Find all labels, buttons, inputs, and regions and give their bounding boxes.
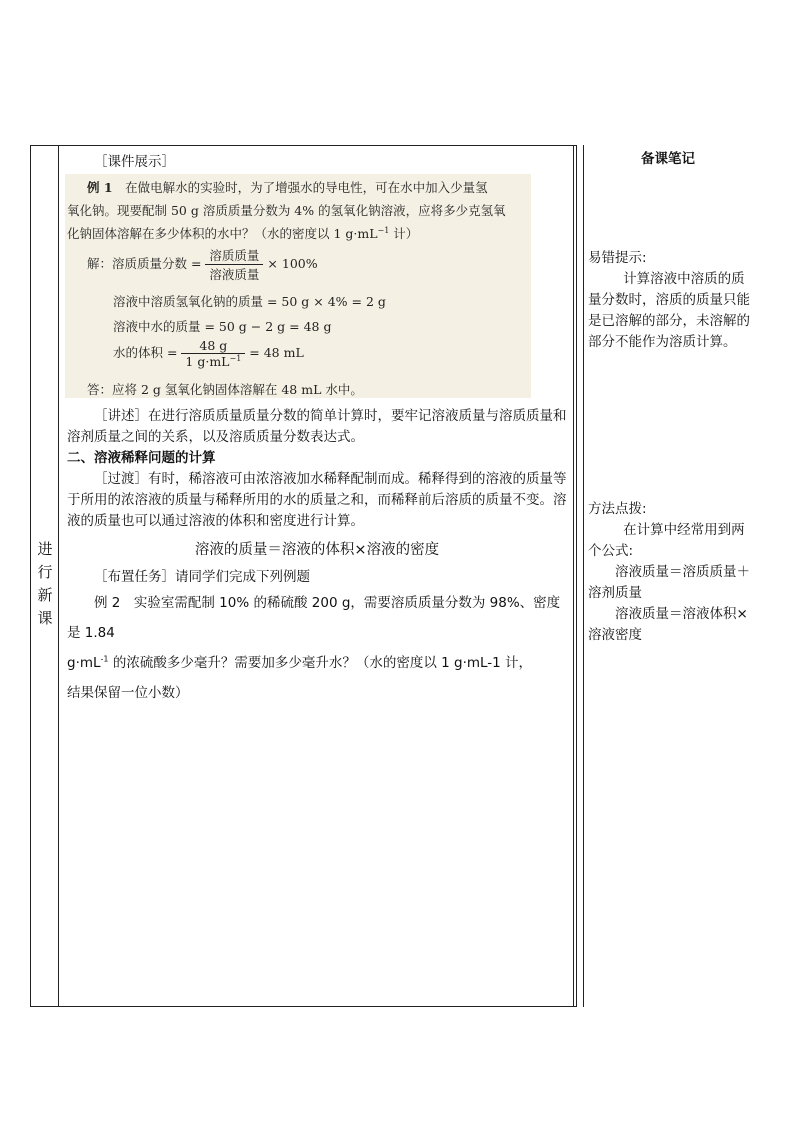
answer-text: 答：应将 2 g 氢氧化钠固体溶解在 48 mL 水中。: [87, 382, 363, 397]
solution-text: 解：溶质质量分数 =: [87, 256, 206, 271]
tip-heading: 易错提示:: [588, 250, 647, 266]
solution-fraction-line: [87, 246, 318, 283]
dilution-formula: 溶液的质量＝溶液的体积×溶液的密度: [194, 542, 440, 558]
section-char: 进: [37, 540, 53, 558]
transition-paragraph: ［过渡］有时，稀溶液可由浓溶液加水稀释配制而成。稀释得到的溶液的质量等于所用的浓溶液的质量与稀释所用的水的质量之和，而稀释前后溶质的质量不变。溶液的质量也可以通过溶液的体积和密度进行计算。: [67, 471, 567, 529]
example-2-text: 的浓硫酸多少毫升？需要加多少毫升水？（水的密度以 1 g·mL-1 计，: [108, 655, 533, 671]
tip-body: 计算溶液中溶质的质量分数时，溶质的质量只能是已溶解的部分，未溶解的部分不能作为溶质计算。: [588, 271, 750, 350]
solution-text: 溶液中水的质量 = 50 g − 2 g = 48 g: [113, 319, 332, 334]
solution-line: [113, 292, 386, 310]
solution-text: × 100%: [267, 256, 318, 271]
lesson-body: [67, 406, 567, 708]
section-heading: 二、溶液稀释问题的计算: [67, 450, 216, 466]
method-heading: 方法点拨:: [588, 501, 647, 517]
example-1-image: [65, 174, 531, 398]
superscript: -1: [100, 654, 109, 664]
example-1-line: [87, 178, 488, 196]
solution-text: 溶液中溶质氢氧化钠的质量 = 50 g × 4% = 2 g: [113, 294, 386, 309]
example-2-text: 例 2 实验室需配制 10% 的稀硫酸 200 g，需要溶质质量分数为 98%、密度是 1.84: [67, 595, 561, 641]
answer-line: [87, 380, 363, 398]
fraction-denominator: [181, 354, 245, 369]
example-1-line: [67, 224, 418, 242]
section-char: 行: [37, 563, 53, 581]
formula-note: 溶液质量＝溶质质量＋溶剂质量: [588, 564, 750, 601]
example-2-line: [67, 588, 567, 648]
example-2-text: g·mL: [67, 655, 101, 671]
solution-text: = 48 mL: [249, 345, 304, 360]
example-1-title: 例 1: [87, 180, 113, 195]
lesson-content: [67, 152, 567, 173]
lesson-table: [30, 145, 577, 1007]
example-1-text: 氧化钠。现要配制 50 g 溶质质量分数为 4% 的氢氧化钠溶液，应将多少克氢氧: [67, 203, 506, 218]
example-2-line: [67, 648, 567, 678]
example-1-text: 在做电解水的实验时，为了增强水的导电性，可在水中加入少量氢: [125, 180, 488, 195]
fraction-numerator: 48 g: [181, 338, 245, 354]
section-char: 新: [37, 586, 53, 604]
solution-text: 水的体积 =: [113, 345, 182, 360]
example-1-line: [67, 201, 506, 219]
notes-title: 备课笔记: [641, 151, 695, 167]
fraction: [181, 338, 245, 369]
table-border-line: [573, 146, 574, 1006]
formula-note: 溶液质量＝溶液体积×溶液密度: [588, 606, 748, 643]
solution-line: [113, 317, 331, 335]
example-2-line: [67, 678, 567, 708]
method-note: [588, 499, 758, 646]
task-line: ［布置任务］请同学们完成下列例题: [94, 569, 310, 585]
example-1-text: 计）: [389, 226, 419, 241]
fraction-numerator: 溶质质量: [205, 246, 263, 265]
superscript: −1: [229, 353, 242, 363]
example-1-text: 化钠固体溶解在多少体积的水中？（水的密度以 1 g·mL: [67, 226, 378, 241]
section-label: [36, 538, 54, 630]
volume-fraction-line: [113, 338, 304, 369]
notes-column-border: [583, 145, 584, 1007]
denominator-text: 1 g·mL: [185, 354, 230, 369]
tip-note: [588, 248, 758, 353]
section-column: [31, 146, 59, 1006]
example-2-text: 结果保留一位小数）: [67, 685, 189, 701]
superscript: −1: [377, 225, 390, 235]
fraction: [205, 246, 263, 283]
fraction-denominator: 溶液质量: [209, 267, 260, 282]
method-body: 在计算中经常用到两个公式:: [588, 522, 745, 559]
section-char: 课: [37, 609, 53, 627]
courseware-label: ［课件展示］: [94, 154, 175, 170]
explain-paragraph: ［讲述］在进行溶质质量质量分数的简单计算时，要牢记溶液质量与溶质质量和溶剂质量之间的关系，以及溶质质量分数表达式。: [67, 408, 567, 445]
